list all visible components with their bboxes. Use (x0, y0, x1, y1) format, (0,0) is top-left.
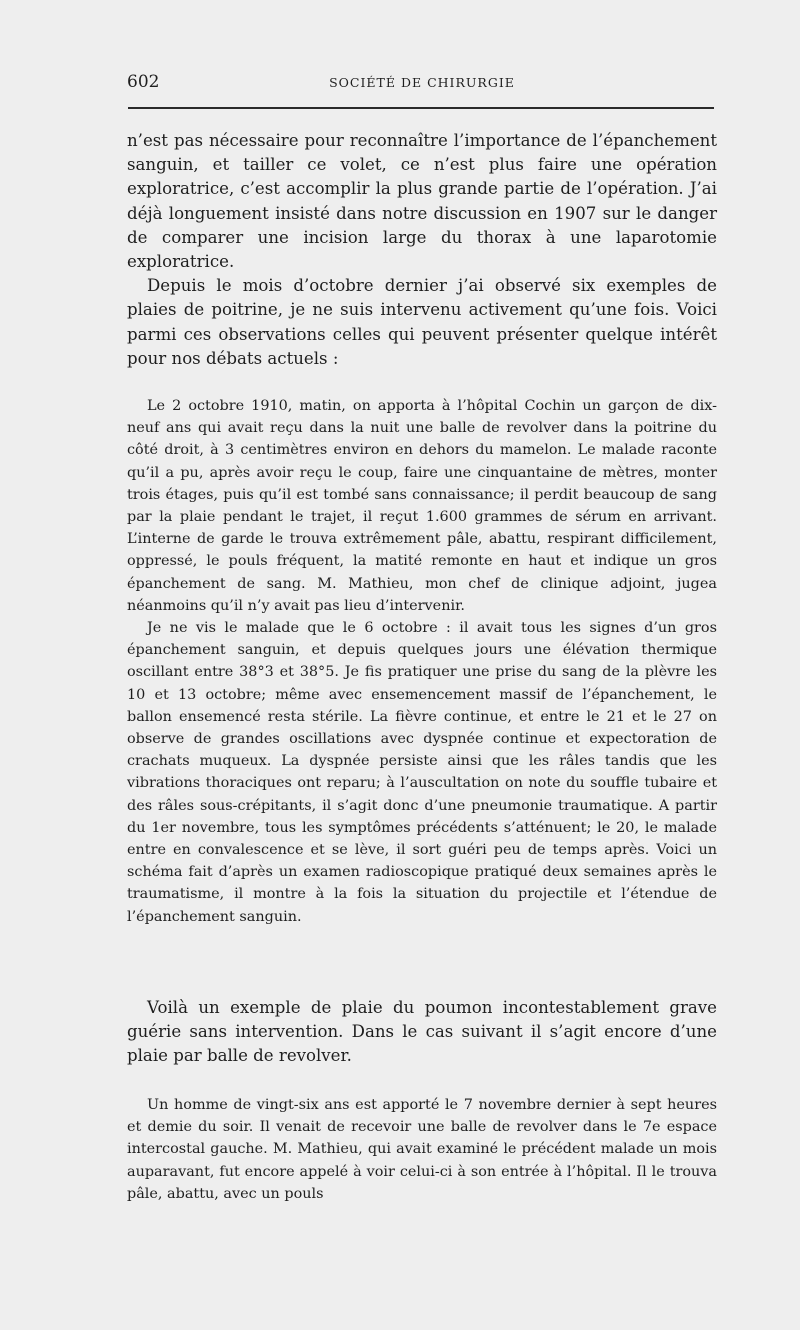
conclusion-paragraph: Voilà un exemple de plaie du poumon incontestablement grave guérie sans intervention. Dans le cas suivant il s’agit encore d’une plaie par balle de revolver. (127, 998, 717, 1066)
page-number: 602 (127, 72, 160, 92)
case-2-observation (127, 1094, 717, 1205)
header-rule (128, 107, 714, 109)
case-1-observation (127, 395, 717, 928)
running-title: SOCIÉTÉ DE CHIRURGIE (329, 75, 515, 90)
main-text-block-2 (127, 996, 717, 1069)
case-1-paragraph-1: Le 2 octobre 1910, matin, on apporta à l’hôpital Cochin un garçon de dix-neuf ans qui avait reçu dans la nuit une balle de revolver dans la poitrine du côté droit, à 3 centimètres environ en dehors du mamelon. Le malade raconte qu’il a pu, après avoir reçu le coup, faire une cinquantaine de mètres, monter trois étages, puis qu’il est tombé sans connaissance; il perdit beaucoup de sang par la plaie pendant le trajet, il reçut 1.600 grammes de sérum en arrivant. L’interne de garde le trouva extrêmement pâle, abattu, respirant difficilement, oppressé, le pouls fréquent, la matité remonte en haut et indique un gros épanchement de sang. M. Mathieu, mon chef de clinique adjoint, jugea néanmoins qu’il n’y avait pas lieu d’intervenir. (127, 398, 717, 614)
case-1-paragraph-2: Je ne vis le malade que le 6 octobre : il avait tous les signes d’un gros épanchement sanguin, et depuis quelques jours une élévation thermique oscillant entre 38°3 et 38°5. Je fis pratiquer une prise du sang de la plèvre les 10 et 13 octobre; même avec ensemencement massif de l’épanchement, le ballon ensemencé resta stérile. La fièvre continue, et entre le 21 et le 27 on observe de grandes oscillations avec dyspnée continue et expectoration de crachats muqueux. La dyspnée persiste ainsi que les râles tandis que les vibrations thoraciques ont reparu; à l’auscultation on note du souffle tubaire et des râles sous-crépitants, il s’agit donc d’une pneumonie traumatique. A partir du 1er novembre, tous les symptômes précédents s’atténuent; le 20, le malade entre en convalescence et se lève, il sort guéri peu de temps après. Voici un schéma fait d’après un examen radioscopique pratiqué deux semaines après le traumatisme, il montre à la fois la situation du projectile et l’étendue de l’épanchement sanguin. (127, 620, 717, 925)
page-header (127, 72, 717, 94)
intro-paragraph: n’est pas nécessaire pour reconnaître l’importance de l’épanchement sanguin, et tailler ce volet, ce n’est plus faire une opération exploratrice, c’est accomplir la plus grande partie de l’opération. J’ai déjà longuement insisté dans notre discussion en 1907 sur le danger de comparer une incision large du thorax à une laparotomie exploratrice. (127, 131, 717, 272)
case-2-paragraph: Un homme de vingt-six ans est apporté le 7 novembre dernier à sept heures et demie du soir. Il venait de recevoir une balle de revolver dans le 7e espace intercostal gauche. M. Mathieu, qui avait examiné le précédent malade un mois auparavant, fut encore appelé à voir celui-ci à son entrée à l’hôpital. Il le trouva pâle, abattu, avec un pouls (127, 1097, 717, 1202)
main-text-block-1 (127, 129, 717, 371)
october-paragraph: Depuis le mois d’octobre dernier j’ai observé six exemples de plaies de poitrine, je ne suis intervenu activement qu’une fois. Voici parmi ces observations celles qui peuvent présenter quelque intérêt pour nos débats actuels : (127, 276, 717, 368)
